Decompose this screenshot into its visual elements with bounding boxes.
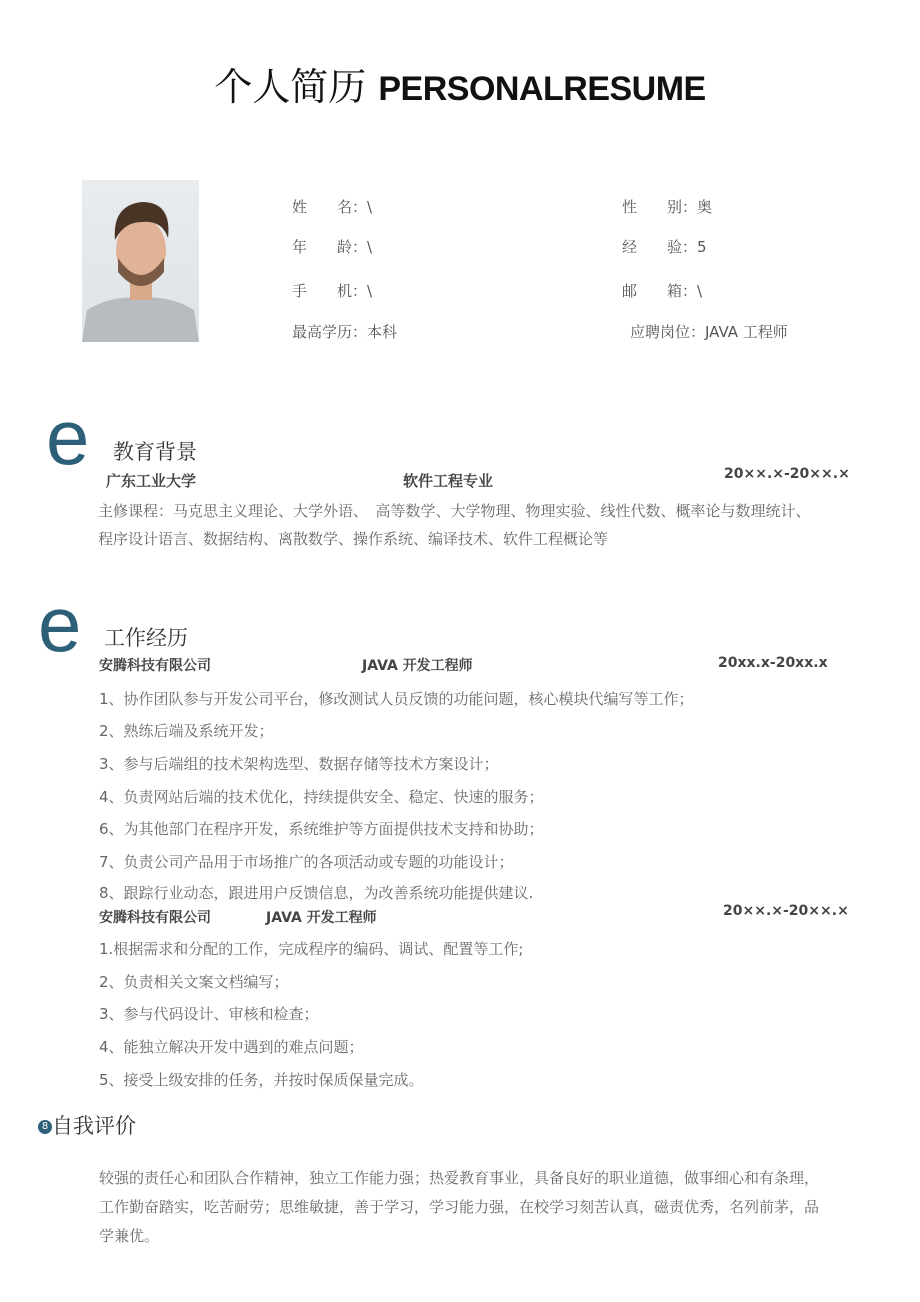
title-cn: 个人简历 (214, 65, 367, 109)
job-item: 2、熟练后端及系统开发； (99, 722, 274, 740)
job-item: 2、负责相关文案文档编写； (99, 973, 289, 991)
education-school: 广东工业大学 (106, 472, 197, 490)
self-eval-line: 工作勤奋踏实，吃苦耐劳；思维敏捷，善于学习，学习能力强，在校学习刻苦认真，磁责优秀，名列前茅，品 (99, 1198, 820, 1216)
self-eval-heading: 8 自我评价 (38, 1110, 136, 1140)
position-field: 应聘岗位：JAVA 工程师 (630, 323, 788, 341)
job-date: 20xx.x-20xx.x (718, 655, 828, 671)
education-heading: 教育背景 (113, 440, 197, 464)
job-item: 7、负责公司产品用于市场推广的各项活动或专题的功能设计； (99, 853, 514, 871)
job-item: 6、为其他部门在程序开发，系统维护等方面提供技术支持和协助； (99, 820, 544, 838)
phone-field: 手 机：\ (292, 282, 373, 300)
job-item: 4、负责网站后端的技术优化，持续提供安全、稳定、快速的服务； (99, 788, 544, 806)
education-level-field: 最高学历：本科 (292, 323, 398, 341)
job-company: 安腾科技有限公司 (99, 910, 211, 926)
experience-field: 经 验：5 (622, 238, 707, 256)
self-eval-line: 学兼优。 (99, 1227, 160, 1245)
gender-field: 性 别：奥 (622, 198, 713, 216)
job-item: 1.根据需求和分配的工作，完成程序的编码、调试、配置等工作; (99, 940, 524, 958)
job-date: 20××.×-20××.× (723, 903, 849, 919)
job-item: 5、接受上级安排的任务，并按时保质保量完成。 (99, 1071, 424, 1089)
section-e-icon: e (46, 393, 90, 481)
self-eval-line: 较强的责任心和团队合作精神，独立工作能力强；热爱教育事业，具备良好的职业道德，做事细心和有条理， (99, 1169, 820, 1187)
job-title: JAVA 开发工程师 (362, 658, 473, 674)
education-courses-line: 程序设计语言、数据结构、离散数学、操作系统、编译技术、软件工程概论等 (98, 530, 609, 548)
title-en: PERSONALRESUME (378, 70, 706, 108)
education-date: 20××.×-20××.× (724, 466, 850, 482)
education-major: 软件工程专业 (403, 472, 494, 490)
job-item: 1、协作团队参与开发公司平台，修改测试人员反馈的功能问题，核心模块代编写等工作； (99, 690, 694, 708)
email-field: 邮 箱：\ (622, 282, 703, 300)
job-company: 安腾科技有限公司 (99, 658, 211, 674)
section-e-icon: e (38, 580, 82, 668)
work-heading: 工作经历 (104, 626, 188, 650)
job-item: 8、跟踪行业动态，跟进用户反馈信息，为改善系统功能提供建议. (99, 884, 534, 902)
page-title (0, 56, 920, 111)
profile-photo (82, 180, 199, 342)
name-field: 姓 名：\ (292, 198, 373, 216)
job-title: JAVA 开发工程师 (266, 910, 377, 926)
job-item: 3、参与后端组的技术架构选型、数据存储等技术方案设计； (99, 755, 499, 773)
section-number-badge-icon: 8 (38, 1120, 52, 1134)
education-courses-line: 主修课程：马克思主义理论、大学外语、 高等数学、大学物理、物理实验、线性代数、概率论与数理统计、 (98, 502, 811, 520)
job-item: 3、参与代码设计、审核和检查； (99, 1005, 319, 1023)
job-item: 4、能独立解决开发中遇到的难点问题； (99, 1038, 364, 1056)
age-field: 年 龄：\ (292, 238, 373, 256)
